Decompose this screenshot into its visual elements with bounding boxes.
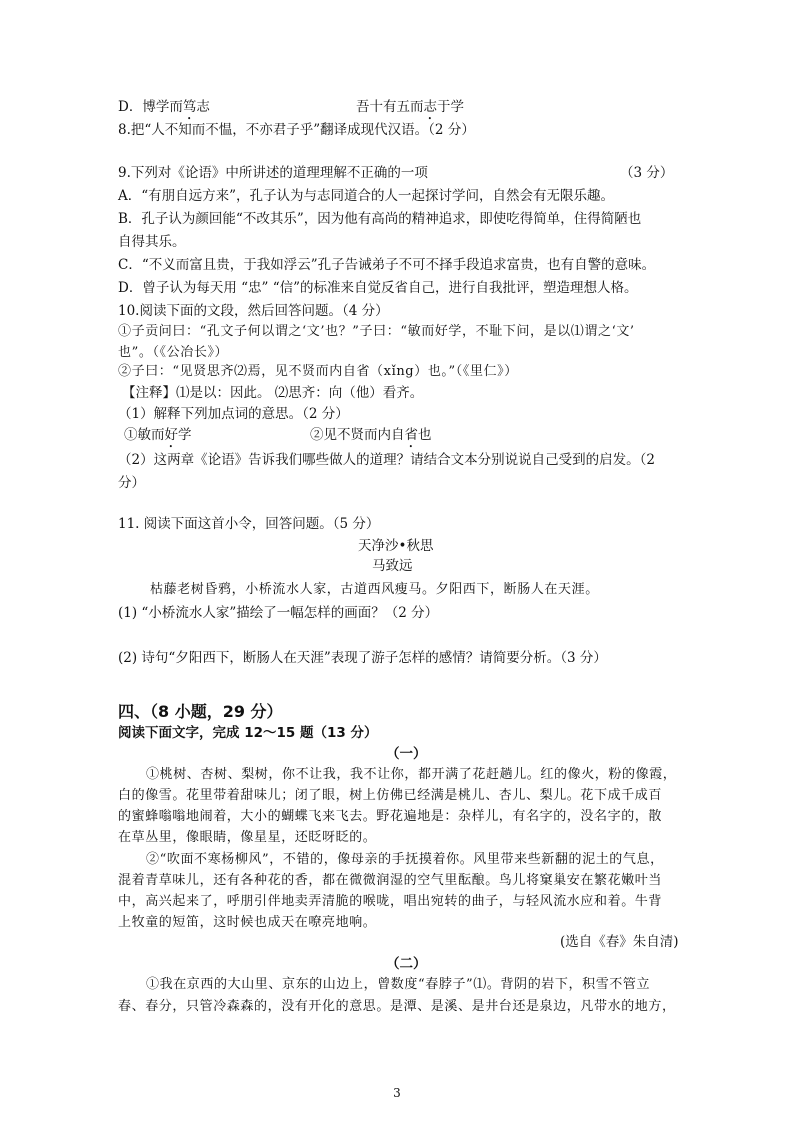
q7-d-right-em: 志	[423, 99, 437, 115]
q9-stem: 9.下列对《论语》中所讲述的道理理解不正确的一项	[118, 165, 428, 181]
poem-author: 马致远	[372, 558, 413, 574]
page-number: 3	[393, 1086, 401, 1100]
passage-1-para2-line2: 混着青草味儿，还有各种花的香，都在微微润湿的空气里酝酿。鸟儿将窠巢安在繁花嫩叶当	[118, 873, 663, 888]
q10-passage-1-line1: ①子贡问曰：“孔文子何以谓之‘文’也？”子曰：“敏而好学，不耻下问，是以⑴谓之‘文’	[118, 324, 635, 339]
q9-option-a: A．“有朋自远方来”，孔子认为与志同道合的人一起探讨学问，自然会有无限乐趣。	[118, 188, 615, 204]
section-4-heading: 四、（8 小题，29 分）	[118, 702, 283, 721]
q7-d-left-post: 志	[196, 99, 210, 115]
q10-w2-em: 省	[404, 427, 418, 443]
passage-1-para2-line4: 上牧童的短笛，这时候也成天在嘹亮地响。	[118, 915, 377, 930]
q7-d-right-pre: 吾十有五而	[356, 99, 424, 115]
poem-title: 天净沙•秋思	[358, 538, 434, 554]
poem-text: 枯藤老树昏鸦，小桥流水人家，古道西风瘦马。夕阳西下，断肠人在天涯。	[150, 582, 599, 597]
q9-option-c: C．“不义而富且贵，于我如浮云”孔子告诫弟子不可不择手段追求富贵，也有自警的意味。	[118, 257, 656, 273]
q10-word-1	[124, 426, 192, 451]
q11-sub1: (1) “小桥流水人家”描绘了一幅怎样的画面？（2 分）	[118, 605, 439, 621]
passage-2-para1-line2: 春、春分，只管冷森森的，没有开化的意思。是潭、是溪、是井台还是泉边，凡带水的地方，	[118, 999, 676, 1014]
q7-option-d	[118, 98, 210, 123]
q9-score: （3 分）	[620, 165, 674, 181]
passage-1-para2-line1: ②“吹面不寒杨柳风”，不错的，像母亲的手抚摸着你。风里带来些新翻的泥土的气息，	[146, 852, 664, 867]
q10-word-2	[310, 426, 432, 451]
part-1-label: （一）	[386, 746, 427, 762]
q7-option-d-right	[356, 98, 464, 123]
passage-2-para1-line1: ①我在京西的大山里、京东的山边上，曾数度“春脖子”⑴。背阴的岩下，积雪不管立	[146, 977, 651, 992]
q10-w2-pre: ②见不贤而内自	[310, 427, 405, 443]
q9-option-b-line2: 自得其乐。	[118, 234, 186, 250]
passage-1-para1-line2: 白的像雪。花里带着甜味儿；闭了眼，树上仿佛已经满是桃儿、杏儿、梨儿。花下成千成百	[118, 788, 663, 803]
q10-w1-em: 好	[164, 427, 178, 443]
passage-1-source: (选自《春》朱自清)	[560, 934, 679, 950]
q10-stem: 10.阅读下面的文段，然后回答问题。（4 分）	[118, 303, 389, 319]
passage-1-para1-line4: 在草丛里，像眼睛，像星星，还眨呀眨的。	[118, 830, 377, 845]
q10-w2-post: 也	[418, 427, 432, 443]
q9-option-b-line1: B．孔子认为颜回能“不改其乐”，因为他有高尚的精神追求，即使吃得简单，住得简陋也	[118, 211, 642, 227]
q10-note: 【注释】⑴是以：因此。 ⑵思齐：向（他）看齐。	[122, 385, 424, 401]
section-4-instruction: 阅读下面文字，完成 12～15 题（13 分）	[118, 725, 378, 741]
q8-question: 8.把“人不知而不愠，不亦君子乎”翻译成现代汉语。（2 分）	[118, 122, 475, 138]
q10-sub1: （1）解释下列加点词的意思。（2 分）	[118, 406, 349, 422]
passage-1-para1-line1: ①桃树、杏树、梨树，你不让我，我不让你，都开满了花赶趟儿。红的像火，粉的像霞，	[146, 767, 677, 782]
q9-option-d: D．曾子认为每天用 “忠” “信”的标准来自觉反省自己，进行自我批评，塑造理想人格。	[118, 280, 638, 296]
q7-d-left-em: 笃	[182, 99, 197, 115]
passage-1-para2-line3: 中，高兴起来了，呼朋引伴地卖弄清脆的喉咙，唱出宛转的曲子，与轻风流水应和着。牛背	[118, 894, 663, 909]
q7-d-right-post: 于学	[437, 99, 464, 115]
q11-stem: 11. 阅读下面这首小令，回答问题。（5 分）	[118, 516, 380, 532]
part-2-label: （二）	[386, 956, 427, 972]
q7-d-left-pre: D．博学而	[118, 99, 183, 115]
q10-passage-2: ②子曰：“见贤思齐⑵焉，见不贤而内自省（xǐng）也。”（《里仁》）	[118, 364, 518, 379]
q10-sub2-line2: 分）	[118, 475, 145, 491]
q10-sub2-line1: （2）这两章《论语》告诉我们哪些做人的道理？请结合文本分别说说自己受到的启发。（2	[118, 452, 655, 468]
q11-sub2: (2) 诗句“夕阳西下，断肠人在天涯”表现了游子怎样的感情？请简要分析。（3 分）	[118, 650, 607, 666]
q10-w1-pre: ①敏而	[124, 427, 165, 443]
q10-w1-post: 学	[178, 427, 192, 443]
q10-passage-1-line2: 也”。（《公冶长》）	[118, 345, 229, 360]
passage-1-para1-line3: 的蜜蜂嗡嗡地闹着，大小的蝴蝶飞来飞去。野花遍地是：杂样儿，有名字的，没名字的，散	[118, 809, 663, 824]
